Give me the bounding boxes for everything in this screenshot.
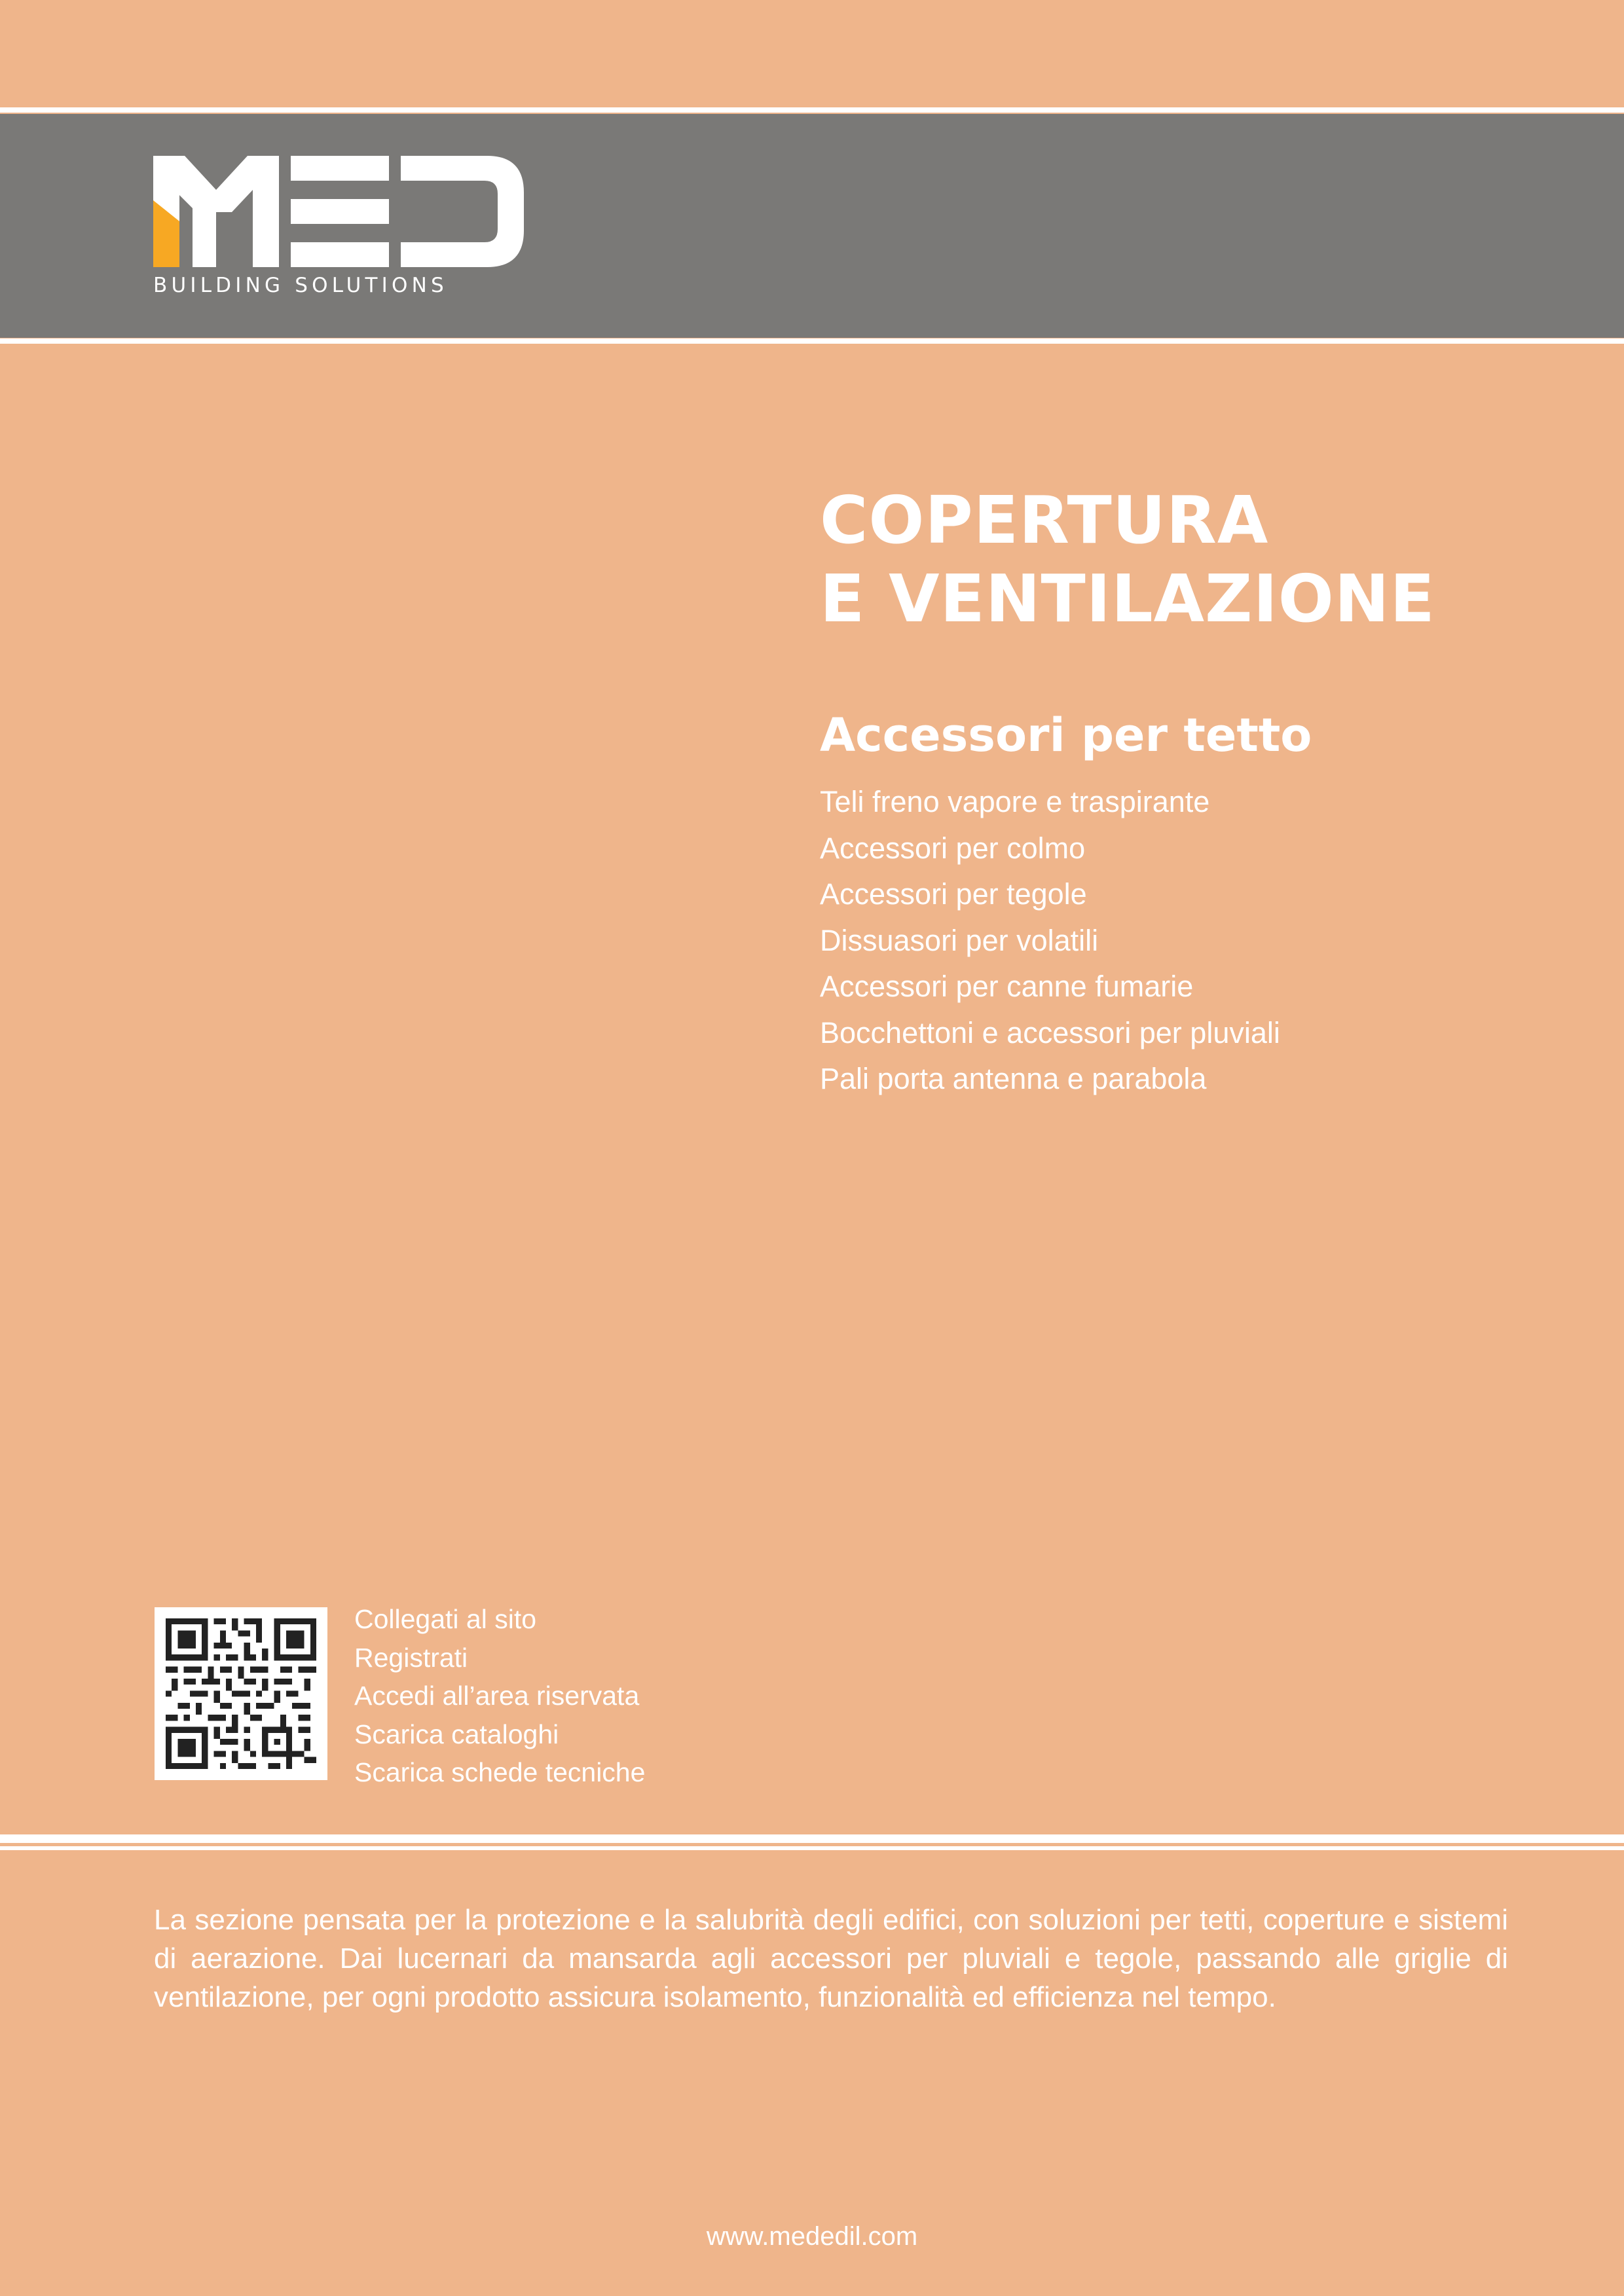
header-top-divider	[0, 107, 1624, 113]
qr-code-icon[interactable]	[155, 1607, 327, 1780]
product-category-list	[820, 779, 1280, 1102]
list-item: Scarica cataloghi	[354, 1719, 559, 1749]
section-subtitle: Accessori per tetto	[820, 708, 1312, 762]
list-item: Dissuasori per volatili	[820, 923, 1099, 957]
list-item: Scarica schede tecniche	[354, 1757, 646, 1787]
list-item: Accedi all’area riservata	[354, 1681, 640, 1711]
qr-instructions-list	[354, 1600, 645, 1792]
list-item: Teli freno vapore e traspirante	[820, 785, 1210, 818]
section-title	[820, 481, 1435, 638]
list-item: Collegati al sito	[354, 1604, 537, 1634]
website-link[interactable]: www.mededil.com	[706, 2222, 918, 2251]
header-bottom-divider	[0, 338, 1624, 344]
section-description: La sezione pensata per la protezione e la salubrità degli edifici, con soluzioni per tetti, coperture e sistemi di aerazione. Dai lucernari da mansarda agli accessori per pluviali e tegole, passando alle griglie di ventilazione, per ogni prodotto assicura isolamento, funzionalità ed efficienza nel tempo.	[154, 1904, 1508, 2013]
brand-tagline: BUILDING SOLUTIONS	[153, 274, 448, 297]
section-title-line1: COPERTURA	[820, 482, 1269, 558]
logo-mark-icon	[153, 156, 524, 267]
list-item: Registrati	[354, 1642, 468, 1673]
list-item: Pali porta antenna e parabola	[820, 1062, 1207, 1095]
list-item: Accessori per colmo	[820, 831, 1086, 865]
list-item: Accessori per canne fumarie	[820, 970, 1194, 1003]
list-item: Bocchettoni e accessori per pluviali	[820, 1015, 1280, 1049]
section-divider	[0, 1846, 1624, 1850]
list-item: Accessori per tegole	[820, 877, 1087, 911]
section-divider	[0, 1834, 1624, 1843]
section-title-line2: E VENTILAZIONE	[820, 560, 1435, 637]
